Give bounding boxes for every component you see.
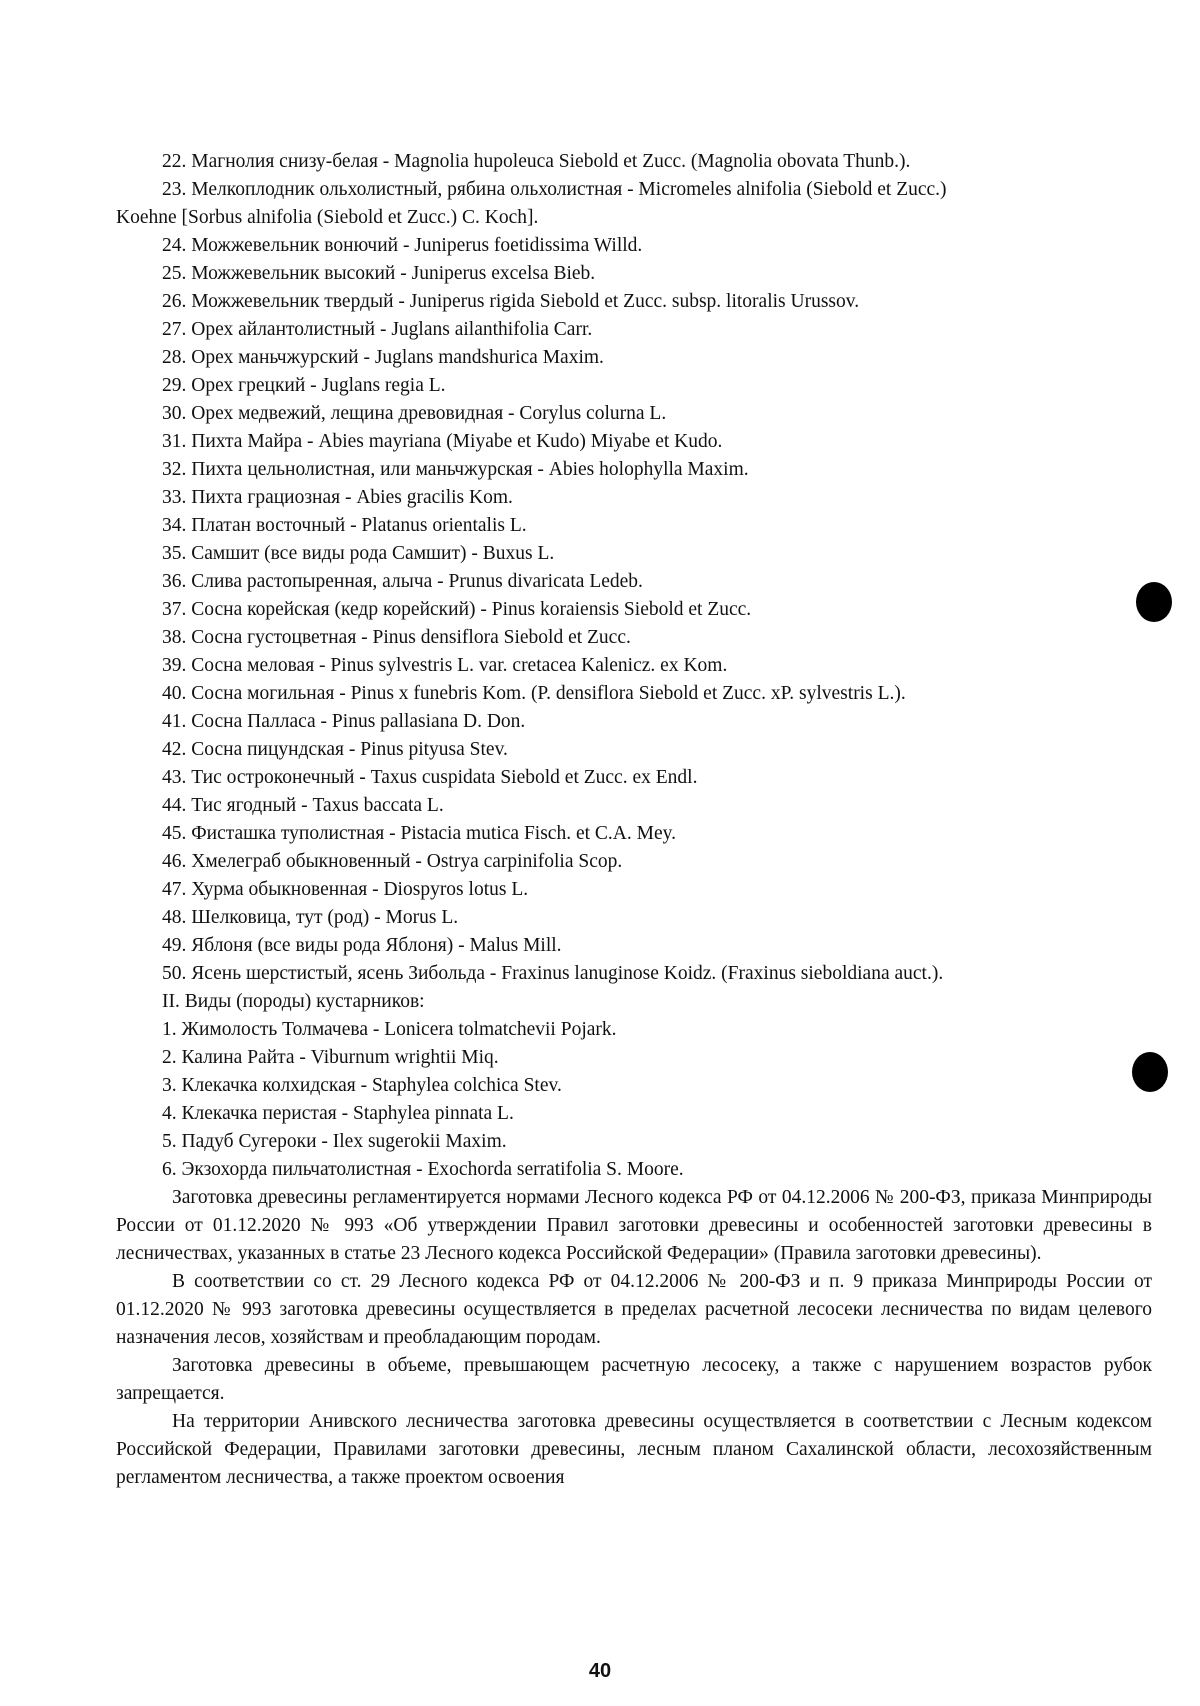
list-item: 24. Можжевельник вонючий - Juniperus foetidissima Willd. — [162, 235, 643, 256]
list-item: 48. Шелковица, тут (род) - Morus L. — [162, 907, 459, 928]
list-item: 47. Хурма обыкновенная - Diospyros lotus L. — [162, 879, 529, 900]
paragraph: В соответствии со ст. 29 Лесного кодекса РФ от 04.12.2006 № 200-ФЗ и п. 9 приказа Минприроды России от 01.12.2020 № 993 заготовка древесины осуществляется в пределах расчетной лесосеки лесничества по видам целевого назначения лесов, хозяйствам и преобладающим породам. — [116, 1271, 1152, 1348]
list-item: 44. Тис ягодный - Taxus baccata L. — [162, 795, 444, 816]
list-item: 32. Пихта цельнолистная, или маньчжурская - Abies holophylla Maxim. — [162, 459, 749, 480]
list-item: 39. Сосна меловая - Pinus sylvestris L. var. cretacea Kalenicz. ex Kom. — [162, 655, 728, 676]
list-item: 31. Пихта Майра - Abies mayriana (Miyabe et Kudo) Miyabe et Kudo. — [162, 431, 723, 452]
list-item: 30. Орех медвежий, лещина древовидная - Corylus colurna L. — [162, 403, 667, 424]
paragraph: Заготовка древесины регламентируется нормами Лесного кодекса РФ от 04.12.2006 № 200-ФЗ, приказа Минприроды России от 01.12.2020 № 993 «Об утверждении Правил заготовки древесины и особенностей заготовки древесины в лесничествах, указанных в статье 23 Лесного кодекса Российской Федерации» (Правила заготовки древесины). — [116, 1187, 1152, 1264]
list-item: 45. Фисташка туполистная - Pistacia mutica Fisch. et C.A. Mey. — [162, 823, 676, 844]
list-item: 6. Экзохорда пильчатолистная - Exochorda serratifolia S. Moore. — [162, 1159, 684, 1180]
list-item: 36. Слива растопыренная, алыча - Prunus divaricata Ledeb. — [162, 571, 643, 592]
list-item: 26. Можжевельник твердый - Juniperus rigida Siebold et Zucc. subsp. litoralis Urussov. — [162, 291, 860, 312]
document-body — [116, 148, 1152, 1492]
list-item: 3. Клекачка колхидская - Staphylea colchica Stev. — [162, 1075, 562, 1096]
list-item: 22. Магнолия снизу-белая - Magnolia hupoleuca Siebold et Zucc. (Magnolia obovata Thunb.). — [162, 151, 911, 172]
list-item: 4. Клекачка перистая - Staphylea pinnata L. — [162, 1103, 514, 1124]
list-item: 49. Яблоня (все виды рода Яблоня) - Malus Mill. — [162, 935, 562, 956]
page-number: 40 — [588, 1660, 612, 1682]
list-item: 23. Мелкоплодник ольхолистный, рябина ольхолистная - Micromeles alnifolia (Siebold et Zucc.) — [162, 179, 947, 200]
list-item: 40. Сосна могильная - Pinus x funebris Kom. (P. densiflora Siebold et Zucc. xP. sylvestris L.). — [162, 683, 906, 704]
list-item: 2. Калина Райта - Viburnum wrightii Miq. — [162, 1047, 499, 1068]
list-item: 33. Пихта грациозная - Abies gracilis Kom. — [162, 487, 513, 508]
list-item: 34. Платан восточный - Platanus orientalis L. — [162, 515, 527, 536]
list-item: 29. Орех грецкий - Juglans regia L. — [162, 375, 446, 396]
section-heading-shrubs: II. Виды (породы) кустарников: — [162, 991, 425, 1012]
list-item: 5. Падуб Сугероки - Ilex sugerokii Maxim. — [162, 1131, 507, 1152]
list-item: 1. Жимолость Толмачева - Lonicera tolmatchevii Pojark. — [162, 1019, 617, 1040]
list-item: 42. Сосна пицундская - Pinus pityusa Stev. — [162, 739, 508, 760]
hole-punch-mark — [1136, 582, 1172, 622]
list-item: 27. Орех айлантолистный - Juglans ailanthifolia Carr. — [162, 319, 593, 340]
list-item: 35. Самшит (все виды рода Самшит) - Buxus L. — [162, 543, 555, 564]
list-item: 28. Орех маньчжурский - Juglans mandshurica Maxim. — [162, 347, 604, 368]
paragraph: Заготовка древесины в объеме, превышающем расчетную лесосеку, а также с нарушением возрастов рубок запрещается. — [116, 1355, 1152, 1404]
tree-species-list — [116, 148, 1152, 988]
list-item: 41. Сосна Палласа - Pinus pallasiana D. Don. — [162, 711, 526, 732]
list-item: 46. Хмелеграб обыкновенный - Ostrya carpinifolia Scop. — [162, 851, 623, 872]
list-item: 37. Сосна корейская (кедр корейский) - Pinus koraiensis Siebold et Zucc. — [162, 599, 752, 620]
shrub-species-list — [116, 1016, 1152, 1184]
list-item-continuation: Koehne [Sorbus alnifolia (Siebold et Zucc.) C. Koch]. — [116, 207, 539, 228]
list-item: 50. Ясень шерстистый, ясень Зибольда - Fraxinus lanuginose Koidz. (Fraxinus sieboldiana auct.). — [162, 963, 944, 984]
list-item: 25. Можжевельник высокий - Juniperus excelsa Bieb. — [162, 263, 596, 284]
hole-punch-mark — [1132, 1052, 1168, 1092]
paragraph: На территории Анивского лесничества заготовка древесины осуществляется в соответствии с Лесным кодексом Российской Федерации, Правилами заготовки древесины, лесным планом Сахалинской области, лесохозяйственным регламентом лесничества, а также проектом освоения — [116, 1411, 1152, 1488]
list-item: 43. Тис остроконечный - Taxus cuspidata Siebold et Zucc. ex Endl. — [162, 767, 698, 788]
list-item: 38. Сосна густоцветная - Pinus densiflora Siebold et Zucc. — [162, 627, 631, 648]
